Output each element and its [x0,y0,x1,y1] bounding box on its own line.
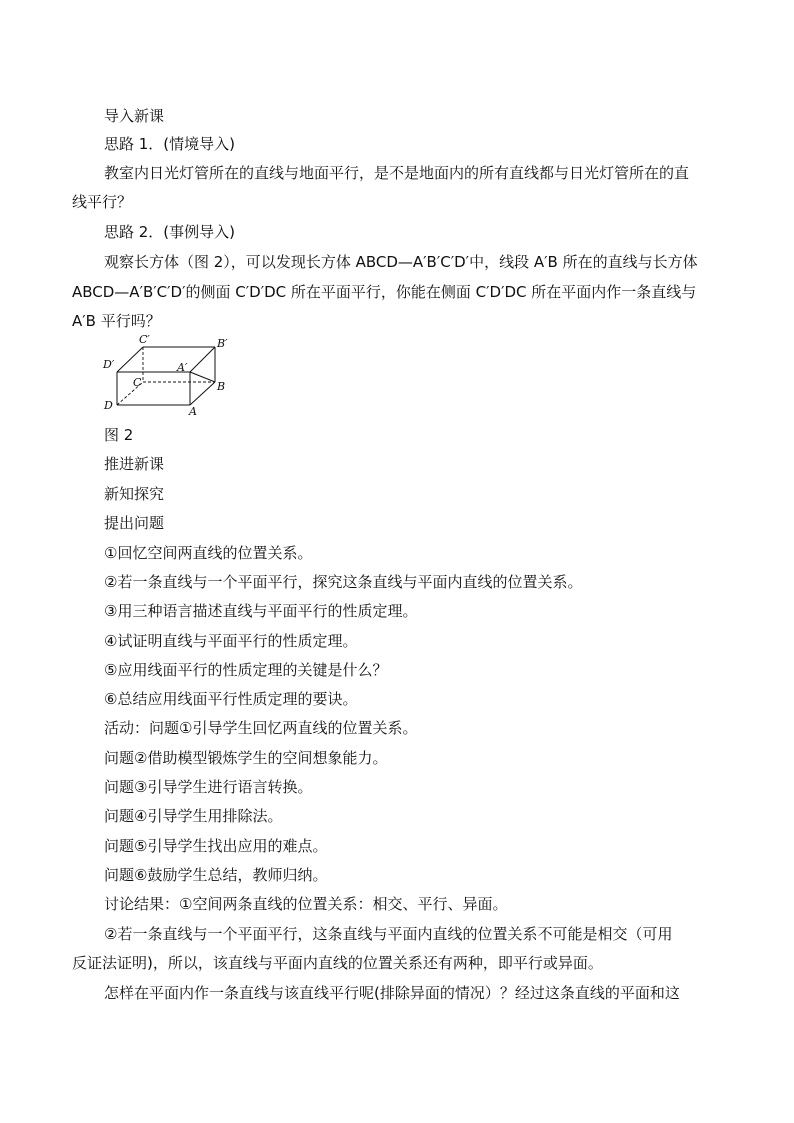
edge-a-prime-b-prime [190,347,215,372]
label-a: A [189,405,197,418]
activity-5: 问题⑤引导学生找出应用的难点。 [104,837,328,855]
label-a-prime: A′ [177,361,188,374]
discussion-1: 讨论结果：①空间两条直线的位置关系：相交、平行、异面。 [104,895,508,913]
label-c-prime: C′ [139,333,150,346]
discussion-2-line-1: ②若一条直线与一个平面平行，这条直线与平面内直线的位置关系不可能是相交（可用 [104,925,673,943]
question-3: ③用三种语言描述直线与平面平行的性质定理。 [104,602,418,620]
label-c: C [133,376,142,389]
label-b: B [217,380,226,393]
edge-a-b [190,382,215,405]
activity-4: 问题④引导学生用排除法。 [104,807,283,825]
discussion-3-line-1: 怎样在平面内作一条直线与该直线平行呢(排除异面的情况）？经过这条直线的平面和这 [104,984,680,1002]
idea1-title: 思路 1．(情境导入) [104,135,236,153]
edge-d-prime-c-prime [117,347,143,372]
intro-heading: 导入新课 [104,107,165,125]
advance-heading: 推进新课 [104,455,165,473]
idea2-text-line-3: A′B 平行吗？ [72,312,161,330]
idea2-text-line-2: ABCD—A′B′C′D′的侧面 C′D′DC 所在平面平行，你能在侧面 C′D′DC 所在平面内作一条直线与 [72,283,697,301]
explore-heading: 新知探究 [104,485,165,503]
figure-caption: 图 2 [104,426,134,444]
question-2: ②若一条直线与一个平面平行，探究这条直线与平面内直线的位置关系。 [104,573,583,591]
cuboid-figure [102,333,232,418]
idea2-title: 思路 2．(事例导入) [104,223,236,241]
activity-6: 问题⑥鼓励学生总结，教师归纳。 [104,866,328,884]
activity-3: 问题③引导学生进行语言转换。 [104,778,313,796]
idea2-text-line-1: 观察长方体（图 2），可以发现长方体 ABCD—A′B′C′D′中，线段 A′B 所在的直线与长方体 [104,253,698,271]
idea1-text-line-2: 线平行？ [72,193,133,211]
question-5: ⑤应用线面平行的性质定理的关键是什么？ [104,661,388,679]
cuboid-diagram [102,333,232,418]
idea1-text-line-1: 教室内日光灯管所在的直线与地面平行，是不是地面内的所有直线都与日光灯管所在的直 [104,164,690,182]
question-1: ①回忆空间两直线的位置关系。 [104,544,313,562]
questions-heading: 提出问题 [104,514,165,532]
discussion-2-line-2: 反证法证明)，所以，该直线与平面内直线的位置关系还有两种，即平行或异面。 [72,954,603,972]
question-6: ⑥总结应用线面平行性质定理的要诀。 [104,690,358,708]
label-d-prime: D′ [103,358,115,371]
question-4: ④试证明直线与平面平行的性质定理。 [104,632,358,650]
segment-a-prime-b [190,372,215,382]
activity-2: 问题②借助模型锻炼学生的空间想象能力。 [104,749,388,767]
label-b-prime: B′ [217,337,228,350]
label-d: D [104,399,113,412]
activity-1: 活动：问题①引导学生回忆两直线的位置关系。 [104,719,418,737]
